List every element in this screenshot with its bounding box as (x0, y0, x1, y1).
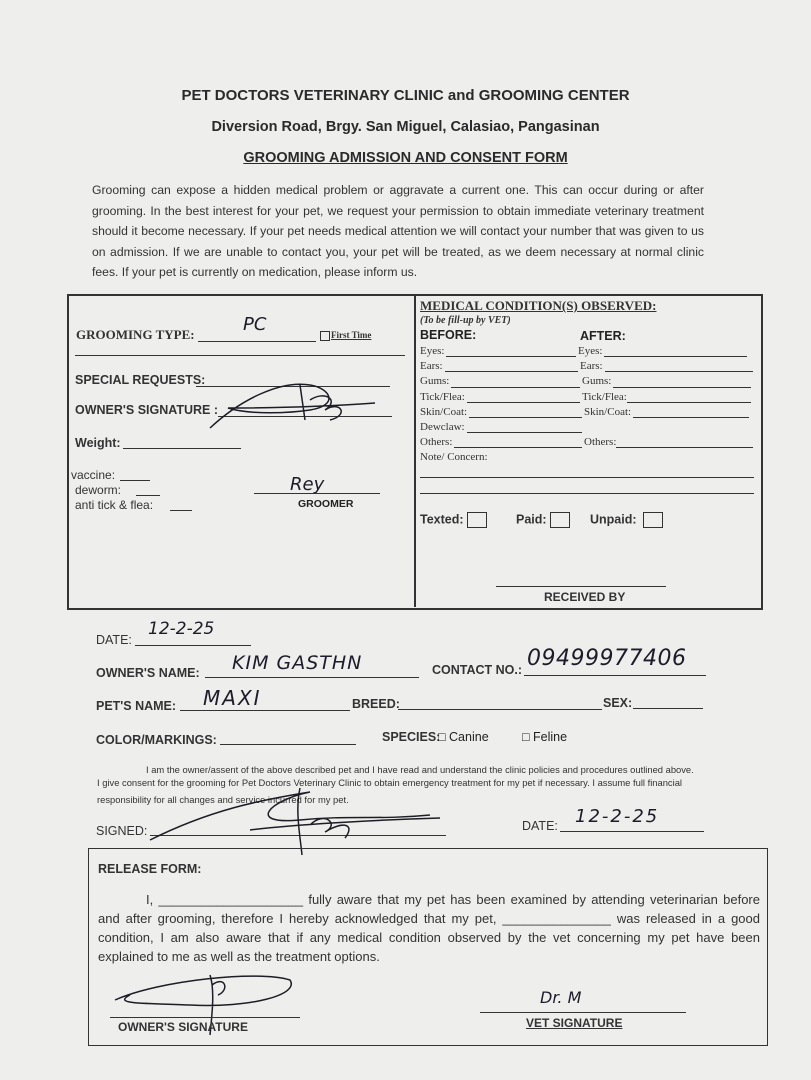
after-tickflea-field[interactable] (627, 391, 751, 403)
vet-signature-value: Dr. M (540, 988, 582, 1007)
clinic-address: Diversion Road, Brgy. San Miguel, Calasiao, Pangasinan (211, 119, 600, 135)
canine-checkbox[interactable]: □ Canine (438, 730, 489, 744)
groomer-field[interactable] (254, 493, 380, 494)
consent-line-2: I give consent for the grooming for Pet Doctors Veterinary Clinic to obtain emergency treatment for my pet if necessary. I assume full financial (97, 777, 682, 788)
sex-field[interactable] (633, 708, 703, 709)
grooming-type-field[interactable] (198, 341, 316, 342)
medical-row-skincoat: Skin/Coat: Skin/Coat: (420, 406, 755, 421)
intro-paragraph: Grooming can expose a hidden medical problem or aggravate a current one. This can occur during or after grooming. In the best interest for your pet, we request your permission to obtain immediate veterinary treatment should it become necessary. If your pet needs medical attention we will contact your number that was given to us on admission. If we are unable to contact you, your pet will be treated, as we deem necessary at normal clinic fees. If your pet is currently on medication, please inform us. (92, 183, 704, 279)
grooming-type-extra-line[interactable] (75, 355, 405, 356)
contact-label: CONTACT NO.: (432, 663, 523, 677)
release-text: I, ____________________ fully aware that my pet has been examined by attending veterinarian before and after grooming, therefore I hereby acknowledged that my pet, _______________ was released in a good condition, I am also aware that if any medical condition observed by the vet concerning my pet have been explained to me as well as the treatment options. (98, 892, 760, 964)
breed-label: BREED: (352, 697, 400, 711)
contact-field[interactable] (524, 675, 706, 676)
after-others-field[interactable] (616, 436, 753, 448)
before-gums-field[interactable] (451, 375, 580, 387)
received-by-field[interactable] (496, 586, 666, 587)
consent-date-label: DATE: (522, 819, 558, 833)
weight-field[interactable] (123, 448, 241, 449)
release-title: RELEASE FORM: (98, 862, 202, 876)
date-value: 12-2-25 (148, 619, 215, 639)
unpaid-label: Unpaid: (590, 512, 637, 527)
medical-row-others: Others: Others: (420, 436, 755, 451)
owner-name-value: KIM GASTHN (232, 652, 363, 674)
species-label: SPECIES: (382, 730, 441, 744)
canine-label: Canine (449, 730, 489, 744)
signed-label: SIGNED: (96, 824, 148, 838)
color-markings-label: COLOR/MARKINGS: (96, 733, 217, 747)
clinic-name: PET DOCTORS VETERINARY CLINIC and GROOMING CENTER (181, 87, 630, 104)
pet-name-field[interactable] (180, 710, 350, 711)
note-concern-label: Note/ Concern: (420, 451, 488, 464)
special-requests-label: SPECIAL REQUESTS: (75, 373, 206, 387)
vet-signature-field[interactable] (480, 1012, 686, 1013)
medical-row-gums: Gums: Gums: (420, 375, 755, 390)
release-owner-signature-label: OWNER'S SIGNATURE (118, 1020, 248, 1034)
note-line-1[interactable] (420, 477, 754, 478)
date-field[interactable] (135, 645, 251, 646)
groomer-signature-value: Rey (290, 474, 325, 495)
paid-label: Paid: (516, 512, 547, 527)
vaccine-field[interactable] (120, 480, 150, 481)
pet-name-label: PET'S NAME: (96, 699, 177, 713)
weight-label: Weight: (75, 436, 121, 450)
feline-label: Feline (533, 730, 568, 744)
note-line-2[interactable] (420, 493, 754, 494)
before-eyes-field[interactable] (446, 345, 576, 357)
vaccine-label: vaccine: (71, 468, 116, 482)
after-gums-field[interactable] (613, 375, 751, 387)
texted-checkbox[interactable] (420, 512, 487, 528)
after-ears-field[interactable] (605, 360, 753, 372)
first-time-label: First Time (331, 330, 372, 340)
medical-row-ears: Ears: Ears: (420, 360, 755, 375)
unpaid-checkbox[interactable] (590, 512, 663, 528)
anti-tick-label: anti tick & flea: (75, 498, 154, 512)
before-tickflea-field[interactable] (467, 391, 580, 403)
owner-name-field[interactable] (205, 677, 419, 678)
owner-signature-label: OWNER'S SIGNATURE : (75, 403, 219, 417)
groomer-label: GROOMER (298, 498, 354, 510)
medical-subtitle: (To be fill-up by VET) (420, 315, 511, 326)
received-by-label: RECEIVED BY (544, 590, 626, 604)
after-label: AFTER: (580, 329, 626, 343)
texted-label: Texted: (420, 512, 464, 527)
feline-checkbox[interactable]: □ Feline (522, 730, 568, 744)
medical-rows (420, 345, 755, 466)
anti-tick-field[interactable] (170, 510, 192, 511)
color-markings-field[interactable] (220, 744, 356, 745)
owner-name-label: OWNER'S NAME: (96, 666, 200, 680)
after-eyes-field[interactable] (604, 345, 747, 357)
consent-date-field[interactable] (560, 831, 704, 832)
medical-row-dewclaw: Dewclaw: (420, 421, 755, 436)
form-title: GROOMING ADMISSION AND CONSENT FORM (243, 150, 568, 166)
first-time-checkbox[interactable] (320, 330, 371, 341)
medical-row-tickflea: Tick/Flea: Tick/Flea: (420, 391, 755, 406)
grooming-type-label: GROOMING TYPE: (76, 327, 195, 342)
pet-name-value: MAXI (203, 686, 262, 710)
contact-value: 09499977406 (527, 646, 687, 671)
before-others-field[interactable] (454, 436, 582, 448)
deworm-label: deworm: (75, 483, 122, 497)
medical-row-eyes: Eyes: Eyes: (420, 345, 755, 360)
medical-title: MEDICAL CONDITION(S) OBSERVED: (420, 298, 657, 313)
paid-checkbox[interactable] (516, 512, 570, 528)
vet-signature-label: VET SIGNATURE (526, 1016, 623, 1030)
before-skincoat-field[interactable] (469, 406, 582, 418)
consent-line-3: responsibility for all changes and service incurred for my pet. (97, 794, 349, 805)
date-label: DATE: (96, 633, 132, 647)
breed-field[interactable] (398, 709, 602, 710)
deworm-field[interactable] (136, 495, 160, 496)
box-divider (414, 296, 416, 607)
grooming-type-value: PC (243, 314, 267, 335)
sex-label: SEX: (603, 696, 633, 710)
after-skincoat-field[interactable] (633, 406, 749, 418)
dewclaw-field[interactable] (467, 421, 582, 433)
before-label: BEFORE: (420, 328, 477, 342)
before-ears-field[interactable] (445, 360, 578, 372)
owner-signature-scribble (200, 380, 390, 430)
release-owner-signature-field[interactable] (110, 1017, 300, 1018)
consent-date-value: 12-2-25 (575, 806, 660, 827)
consent-line-1: I am the owner/assent of the above described pet and I have read and understand the clinic policies and procedures outlined above. (146, 764, 694, 775)
